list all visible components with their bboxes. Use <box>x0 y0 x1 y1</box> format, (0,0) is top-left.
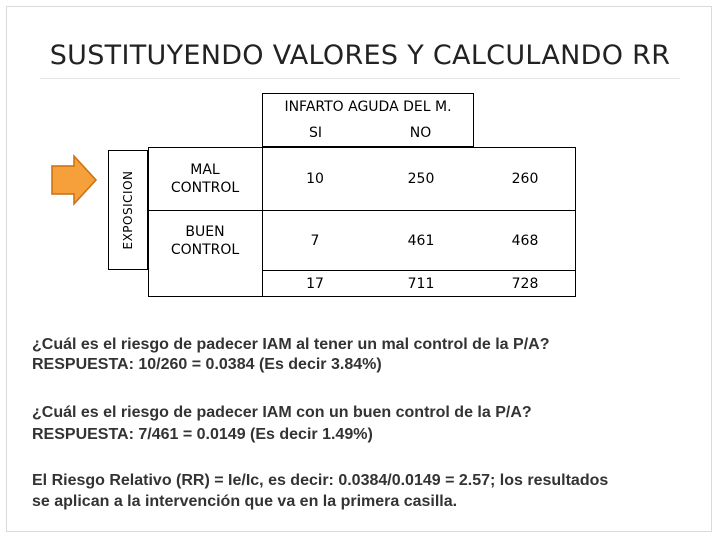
question-2: ¿Cuál es el riesgo de padecer IAM con un buen control de la P/A? <box>32 404 532 421</box>
cell-buen-si: 7 <box>310 232 320 249</box>
slide-title: SUSTITUYENDO VALORES Y CALCULANDO RR <box>49 40 671 71</box>
exposure-group-label <box>108 150 148 270</box>
answer-2: RESPUESTA: 7/461 = 0.0149 (Es decir 1.49%) <box>32 426 373 443</box>
cell-grand-total: 728 <box>511 276 539 292</box>
title-divider <box>40 78 680 79</box>
relative-risk-line-1: El Riesgo Relativo (RR) = Ie/Ic, es decir: 0.0384/0.0149 = 2.57; los resultados <box>32 472 609 489</box>
right-arrow-icon <box>50 154 98 206</box>
exposure-label-text: EXPOSICION <box>121 170 135 250</box>
row-label-line: CONTROL <box>170 179 240 196</box>
row-label-mal-control <box>148 147 262 210</box>
cell-total-si: 17 <box>306 276 324 292</box>
cell-buen-no: 461 <box>407 232 435 249</box>
row-label-line: CONTROL <box>170 241 240 258</box>
header-no: NO <box>368 120 474 147</box>
row-label-line: MAL <box>190 161 220 178</box>
question-1: ¿Cuál es el riesgo de padecer IAM al tener un mal control de la P/A? <box>32 336 550 353</box>
relative-risk-line-2: se aplican a la intervención que va en la primera casilla. <box>32 493 458 510</box>
row-label-buen-control <box>148 211 262 270</box>
row-label-line: BUEN <box>185 223 225 240</box>
cell-mal-si: 10 <box>306 170 324 187</box>
cell-total-no: 711 <box>407 276 435 292</box>
outcome-group-header: INFARTO AGUDA DEL M. <box>262 93 474 120</box>
cell-mal-no: 250 <box>407 170 435 187</box>
answer-1: RESPUESTA: 10/260 = 0.0384 (Es decir 3.84%) <box>32 356 382 373</box>
header-si: SI <box>262 120 368 147</box>
cell-buen-total: 468 <box>511 232 539 249</box>
cell-mal-total: 260 <box>511 170 539 187</box>
